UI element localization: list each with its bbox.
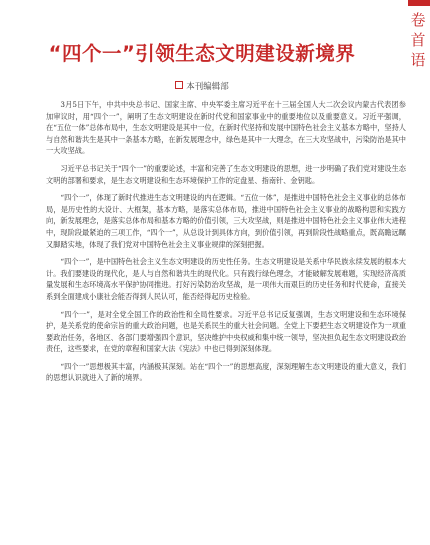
paragraph: “四个一”思想极其丰富，内涵极其深刻。站在“四个一”的思想高度，深刻理解生态文明建设的重大意义，我们的思想认识就进入了新的境界。 — [46, 361, 406, 383]
column-tab — [404, 0, 430, 82]
byline — [0, 80, 404, 92]
column-tab-label — [409, 10, 427, 70]
paragraph: 习近平总书记关于“四个一”的重要论述，丰富和完善了生态文明建设的思想，进一步明确了我们党对建设生态文明的部署和要求，是生态文明建设和生态环境保护工作的定盘星、指南针、金钥匙。 — [46, 163, 406, 185]
paragraph: “四个一”，体现了新时代推进生态文明建设的内在逻辑。“五位一体”，是推进中国特色社会主义事业的总体布局，是历史性的大设计、大框架，基本方略，是落实总体布局，推进中国特色社会主义事业的战略构思和实践方向，新发展理念，是落实总体布局和基本方略的价值引领，三大攻坚战，则是推进中国特色社会主义事业伟大进程中，现阶段最紧迫的三项工作，“四个一”，从总设计到具体方向，到价值引领，再到阶段性战略重点，既高瞻远瞩又脚踏实地，体现了我们党对中国特色社会主义事业规律的深刻把握。 — [46, 193, 406, 249]
byline-square-icon — [175, 81, 183, 89]
article-title: “四个一”引领生态文明建设新境界 — [48, 42, 356, 65]
paragraph: “四个一”，是中国特色社会主义生态文明建设的历史性任务。生态文明建设是关系中华民族永续发展的根本大计。我们要建设的现代化，是人与自然和谐共生的现代化。只有践行绿色理念，才能破解发展难题，实现经济高质量发展和生态环境高水平保护协同推进。打好污染防治攻坚战，是一项伟大而艰巨的历史任务和时代使命，直接关系到全面建成小康社会能否得到人民认可，能否经得起历史检验。 — [46, 257, 406, 301]
column-tab-char: 语 — [410, 51, 426, 69]
article-body — [46, 99, 406, 390]
byline-text: 本刊编辑部 — [186, 82, 229, 92]
column-tab-char: 首 — [410, 31, 426, 49]
column-tab-char: 卷 — [410, 11, 426, 29]
paragraph: “四个一”，是对全党全国工作的政治性和全局性要求。习近平总书记反复强调，生态文明建设和生态环境保护，是关系党的使命宗旨的重大政治问题，也是关系民生的重大社会问题。全党上下要把生态文明建设作为一项重要政治任务，各地区、各部门要增强四个意识，坚决维护中央权威和集中统一领导，坚决担负起生态文明建设政治责任，这些要求，在党的章程和国家大法《宪法》中也已得到深刻体现。 — [46, 309, 406, 354]
column-tab-accent-bar — [408, 0, 430, 6]
paragraph: 3月5日下午，中共中央总书记、国家主席、中央军委主席习近平在十三届全国人大二次会议内蒙古代表团参加审议时，用“四个一”，阐明了生态文明建设在新时代党和国家事业中的重要地位以及重要意义。习近平强调，在“五位一体”总体布局中，生态文明建设是其中一位，在新时代坚持和发展中国特色社会主义基本方略中，坚持人与自然和谐共生是其中一条基本方略，在新发展理念中，绿色是其中一大理念，在三大攻坚战中，污染防治是其中一大攻坚战。 — [46, 100, 406, 156]
